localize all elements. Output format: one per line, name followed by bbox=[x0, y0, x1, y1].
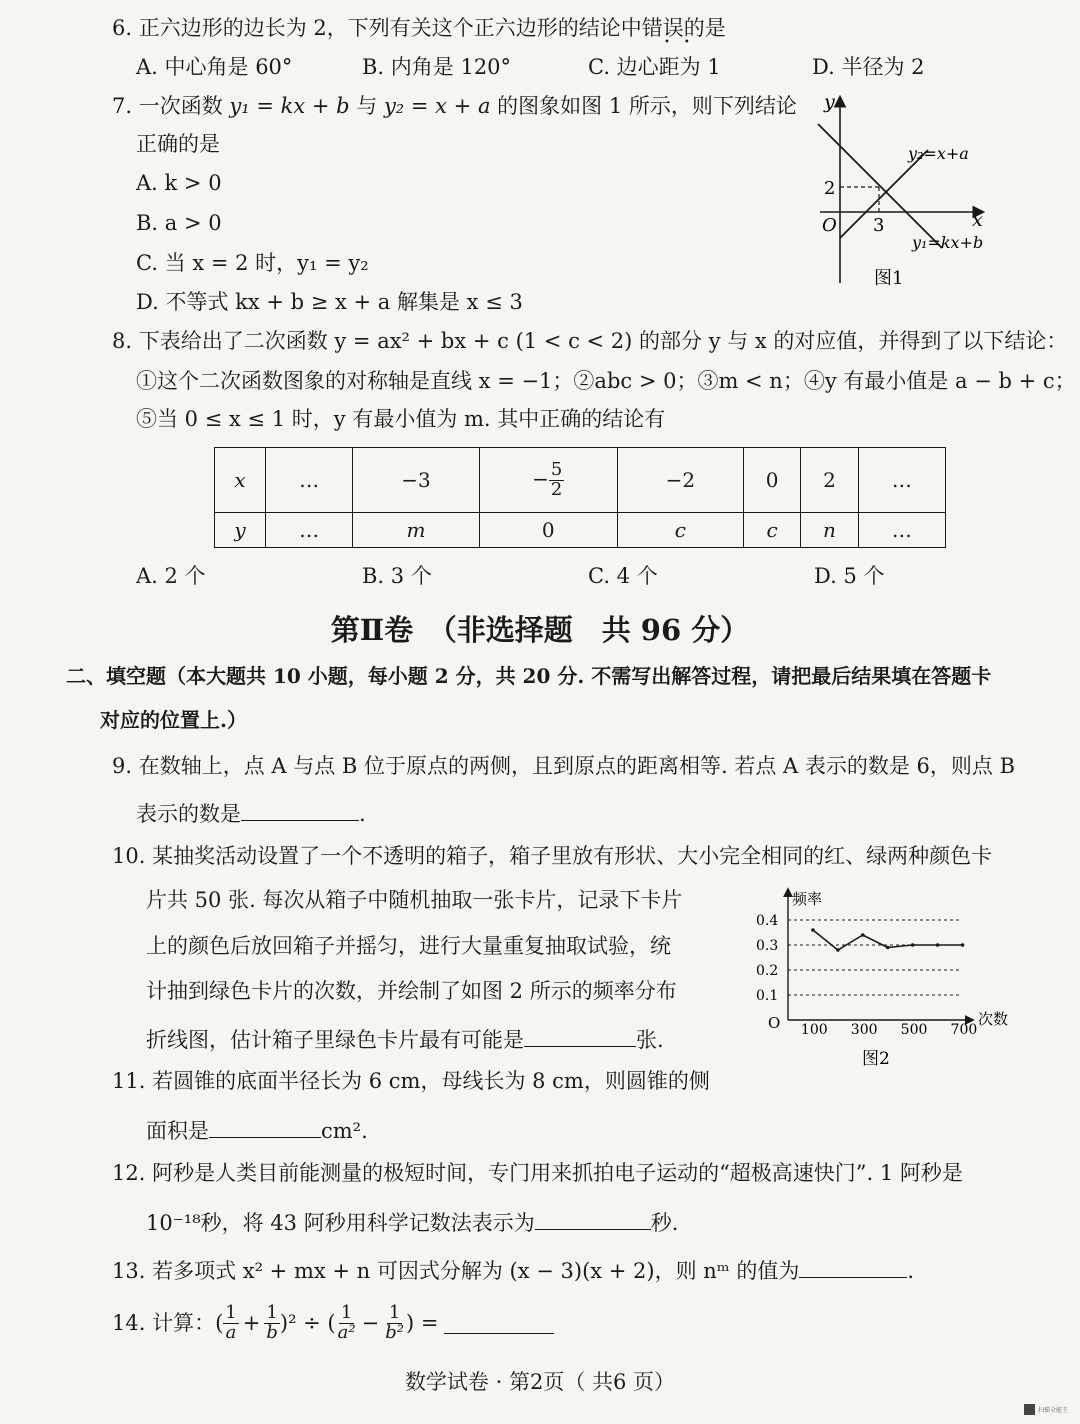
q10-line3: 上的颜色后放回箱子并摇匀，进行大量重复抽取试验，统 bbox=[146, 934, 671, 958]
q8-option-c: C. 4 个 bbox=[588, 564, 658, 588]
table-cell: m bbox=[353, 513, 480, 548]
q10-line2: 片共 50 张. 每次从箱子中随机抽取一张卡片，记录下卡片 bbox=[146, 888, 683, 912]
operator: )² ÷ ( bbox=[279, 1310, 336, 1335]
q9-line2-pre: 表示的数是 bbox=[136, 802, 241, 826]
q8-line2: ①这个二次函数图象的对称轴是直线 x = −1；②abc > 0；③m < n；④y 有最小值是 a − b + c； bbox=[136, 369, 1076, 393]
q7-stem bbox=[112, 96, 797, 117]
table-cell: n bbox=[801, 513, 859, 548]
answer-blank[interactable] bbox=[241, 800, 359, 821]
fraction-denominator: b bbox=[266, 1321, 278, 1343]
q11-unit: cm². bbox=[321, 1119, 368, 1143]
table-cell: … bbox=[858, 448, 945, 513]
chart-data-point bbox=[961, 943, 965, 947]
q11-line2-pre: 面积是 bbox=[146, 1119, 209, 1143]
q7-y2-expr: y₂ = x + a bbox=[383, 94, 491, 118]
chart-y-tick-label: 0.2 bbox=[756, 963, 779, 979]
answer-blank[interactable] bbox=[535, 1209, 651, 1230]
q10-line5-post: 张. bbox=[636, 1028, 664, 1052]
q10-line5 bbox=[146, 1026, 664, 1051]
chart-origin: O bbox=[768, 1014, 781, 1032]
q8-option-a: A. 2 个 bbox=[136, 564, 206, 588]
q6-option-c: C. 边心距为 1 bbox=[588, 55, 721, 79]
chart-data-point bbox=[861, 933, 865, 937]
q8-option-d: D. 5 个 bbox=[814, 564, 885, 588]
answer-blank[interactable] bbox=[524, 1026, 636, 1047]
fig1-caption: 图1 bbox=[874, 268, 904, 289]
page-footer: 数学试卷 · 第2页（ 共6 页） bbox=[404, 1370, 676, 1394]
chart-x-tick-label: 100 bbox=[800, 1022, 828, 1038]
fraction-denominator: a² bbox=[337, 1321, 356, 1343]
operator: ) = bbox=[405, 1310, 439, 1335]
fraction-numerator: 1 bbox=[340, 1302, 353, 1323]
q11-line1: 11. 若圆锥的底面半径长为 6 cm，母线长为 8 cm，则圆锥的侧 bbox=[112, 1069, 710, 1093]
chart-x-tick-label: 700 bbox=[950, 1022, 978, 1038]
table-row-y bbox=[215, 513, 946, 548]
chart-data-point bbox=[836, 948, 840, 952]
q7-option-d: D. 不等式 kx + b ≥ x + a 解集是 x ≤ 3 bbox=[136, 290, 523, 314]
q6-option-b: B. 内角是 120° bbox=[362, 55, 512, 79]
chart-x-tick-label: 300 bbox=[850, 1022, 878, 1038]
q7-stem-post: 的图象如图 1 所示，则下列结论 bbox=[490, 94, 797, 118]
fig1-y-label: y bbox=[824, 91, 835, 113]
section2-title: 第Ⅱ卷 （非选择题 共 96 分） bbox=[330, 613, 750, 647]
table-cell: y bbox=[215, 513, 266, 548]
table-cell: 0 bbox=[479, 513, 617, 548]
q13 bbox=[112, 1257, 914, 1282]
q11-line2 bbox=[146, 1117, 368, 1142]
q7-option-b: B. a > 0 bbox=[136, 211, 222, 235]
q10-line1: 10. 某抽奖活动设置了一个不透明的箱子，箱子里放有形状、大小完全相同的红、绿两种颜色卡 bbox=[112, 844, 993, 868]
fraction-numerator: 5 bbox=[550, 458, 563, 480]
fraction bbox=[383, 1304, 406, 1343]
q12-line1: 12. 阿秒是人类目前能测量的极短时间，专门用来抓拍电子运动的“超极高速快门”. 1 阿秒是 bbox=[112, 1161, 963, 1185]
q12-line2-pre: 10⁻¹⁸秒，将 43 阿秒用科学记数法表示为 bbox=[146, 1211, 535, 1235]
q7-option-c: C. 当 x = 2 时，y₁ = y₂ bbox=[136, 251, 369, 275]
q7-y1-expr: y₁ = kx + b bbox=[229, 94, 350, 118]
table-cell: 0 bbox=[744, 448, 801, 513]
fraction-denominator: 2 bbox=[550, 478, 563, 500]
fraction bbox=[223, 1304, 238, 1343]
q12-line2-post: 秒. bbox=[650, 1211, 679, 1235]
qr-code-icon bbox=[1024, 1404, 1035, 1415]
table-cell-fraction bbox=[479, 448, 617, 513]
q7-stem-mid: 与 bbox=[349, 94, 384, 118]
q9-line2-post: . bbox=[359, 802, 366, 826]
table-cell: c bbox=[744, 513, 801, 548]
answer-blank[interactable] bbox=[799, 1257, 907, 1278]
table-row-x bbox=[215, 448, 946, 513]
table-cell: −2 bbox=[617, 448, 744, 513]
q10-line5-pre: 折线图，估计箱子里绿色卡片最有可能是 bbox=[146, 1028, 524, 1052]
fraction-numerator: 1 bbox=[388, 1302, 401, 1323]
table-cell: … bbox=[858, 513, 945, 548]
fig1-x-label: x bbox=[972, 209, 983, 231]
q8-option-b: B. 3 个 bbox=[362, 564, 432, 588]
answer-blank[interactable] bbox=[444, 1313, 554, 1334]
operator: − bbox=[361, 1310, 380, 1335]
value-table bbox=[214, 447, 946, 548]
fig1-origin: O bbox=[822, 215, 837, 236]
part2-heading: 二、填空题（本大题共 10 小题，每小题 2 分，共 20 分. 不需写出解答过程，请把最后结果填在答题卡 bbox=[66, 664, 992, 688]
q10-line4: 计抽到绿色卡片的次数，并绘制了如图 2 所示的频率分布 bbox=[146, 979, 677, 1003]
fraction-numerator: 1 bbox=[225, 1302, 237, 1323]
q8-line3: ⑤当 0 ≤ x ≤ 1 时，y 有最小值为 m. 其中正确的结论有 bbox=[136, 407, 666, 431]
table-cell: … bbox=[266, 513, 353, 548]
fraction-denominator: a bbox=[225, 1321, 237, 1343]
q6-stem: 6. 正六边形的边长为 2，下列有关这个正六边形的结论中错误的是 bbox=[112, 16, 726, 40]
fraction bbox=[264, 1304, 280, 1343]
chart-x-tick-label: 500 bbox=[900, 1022, 928, 1038]
q6-option-a: A. 中心角是 60° bbox=[136, 55, 293, 79]
fraction-denominator: b² bbox=[385, 1321, 404, 1343]
chart-data-point bbox=[911, 943, 915, 947]
chart-y-label: 频率 bbox=[792, 890, 823, 908]
table-cell: … bbox=[266, 448, 353, 513]
q7-stem-pre: 7. 一次函数 bbox=[112, 94, 230, 118]
paren: ( bbox=[215, 1310, 224, 1335]
table-cell: x bbox=[215, 448, 266, 513]
operator: + bbox=[242, 1310, 261, 1335]
fig1-line2-label: y₁=kx+b bbox=[912, 233, 984, 252]
chart-data-point bbox=[811, 928, 815, 932]
chart-y-tick-label: 0.1 bbox=[756, 988, 779, 1004]
chart-data-point bbox=[886, 946, 890, 950]
fig1-line1-label: y₂=x+a bbox=[908, 144, 969, 163]
fig1-tick-x: 3 bbox=[873, 215, 885, 236]
chart-y-tick-label: 0.3 bbox=[756, 938, 779, 954]
q9-line2 bbox=[136, 800, 366, 825]
chart-x-label: 次数 bbox=[978, 1010, 1009, 1028]
part2-heading-line2: 对应的位置上.） bbox=[100, 708, 247, 732]
figure2-chart bbox=[740, 884, 1030, 1074]
chart-data-point bbox=[936, 943, 940, 947]
watermark-text: 扫描全能王 bbox=[1038, 1407, 1069, 1414]
fraction bbox=[549, 458, 564, 500]
q9-line1: 9. 在数轴上，点 A 与点 B 位于原点的两侧，且到原点的距离相等. 若点 A 表示的数是 6，则点 B bbox=[112, 754, 1016, 778]
chart-y-tick-label: 0.4 bbox=[756, 913, 779, 929]
q14-pre: 14. 计算： bbox=[112, 1310, 216, 1335]
q7-option-a: A. k > 0 bbox=[136, 171, 222, 195]
chart-caption: 图2 bbox=[862, 1049, 890, 1069]
q8-stem: 8. 下表给出了二次函数 y = ax² + bx + c (1 < c < 2) 的部分 y 与 x 的对应值，并得到了以下结论： bbox=[112, 329, 1068, 353]
table-cell: c bbox=[617, 513, 744, 548]
fig1-tick-y: 2 bbox=[824, 178, 836, 199]
q14 bbox=[112, 1304, 554, 1343]
q12-line2 bbox=[146, 1209, 678, 1234]
q7-stem-line2: 正确的是 bbox=[136, 132, 220, 156]
fraction bbox=[336, 1304, 358, 1343]
fraction-numerator: 1 bbox=[266, 1302, 278, 1323]
q6-option-d: D. 半径为 2 bbox=[812, 55, 925, 79]
table-cell: −3 bbox=[353, 448, 480, 513]
emphasis-dots: •• bbox=[664, 37, 704, 48]
figure1-graph bbox=[800, 88, 1000, 293]
fraction-sign: − bbox=[532, 466, 549, 491]
q13-pre: 13. 若多项式 x² + mx + n 可因式分解为 (x − 3)(x + 2)，则 nᵐ 的值为 bbox=[112, 1259, 800, 1283]
q13-post: . bbox=[907, 1259, 915, 1283]
table-cell: 2 bbox=[801, 448, 859, 513]
answer-blank[interactable] bbox=[209, 1117, 321, 1138]
